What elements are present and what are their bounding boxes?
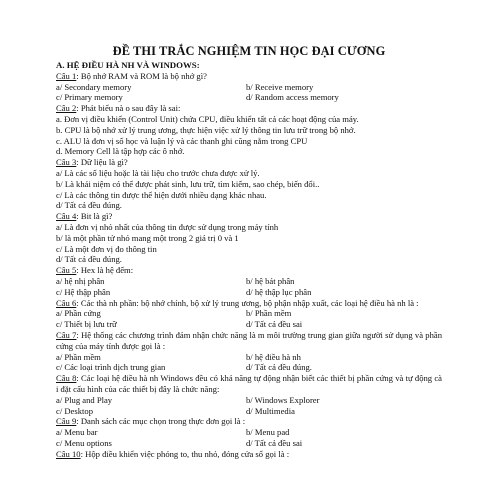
option-a: a/ Plug and Play	[56, 394, 113, 405]
option-a: a/ Phần mềm	[56, 351, 101, 362]
option-c: c/ Là một đơn vị đo thông tin	[56, 243, 157, 254]
option-b: b/ Menu pad	[246, 427, 290, 438]
option-b: b. CPU là bộ nhớ xử lý trung ương, thực hiện việc xử lý thông tin lưu trữ trong bộ nhớ.	[56, 124, 356, 135]
question-text: : Bit là gì?	[76, 211, 113, 222]
option-b: b/ Là khái niệm có thể được phát sinh, lưu trữ, tìm kiếm, sao chép, biến đổi..	[56, 178, 320, 189]
question-text: : Hệ thống các chương trình đảm nhận chức năng là m môi trường trung gian giữa người sử dụng và phần cứng của máy tính được gọi là :	[56, 329, 442, 351]
option-c: c/ Menu options	[56, 437, 112, 448]
option-a: a/ Phần cứng	[56, 308, 101, 319]
option-c: c/ Là các thông tin được thể hiện dưới nhiều dạng khác nhau.	[56, 189, 267, 200]
option-d: d/ Multimedia	[246, 405, 295, 416]
option-c: c/ Thiết bị lưu trữ	[56, 319, 117, 330]
question-text: : Các loại hệ điều hà nh Windows đều có khả năng tự động nhận biết các thiết bị phần cứng và tự động cà i đặt cấu hình của các thiết bị đây là chức năng:	[56, 373, 442, 394]
question-10	[56, 449, 442, 460]
question-label: Câu 8	[56, 373, 77, 384]
option-d: d/ hệ thập lục phân	[246, 286, 312, 297]
document-page	[56, 44, 442, 459]
option-d: d/ Tất cả đều đúng.	[246, 362, 312, 373]
option-c: c/ Các loại trình dịch trung gian	[56, 362, 166, 373]
question-label: Câu 6	[56, 297, 77, 308]
question-label: Câu 10	[56, 448, 81, 459]
question-8	[56, 373, 442, 416]
option-a: a/ Là đơn vị nhỏ nhất của thông tin được sử dụng trong máy tính	[56, 221, 279, 232]
question-label: Câu 5	[56, 265, 77, 276]
question-label: Câu 4	[56, 211, 77, 222]
question-2	[56, 103, 442, 157]
option-c: c/ Desktop	[56, 405, 93, 416]
question-text: : Dữ liệu là gì?	[76, 157, 128, 168]
question-7	[56, 330, 442, 373]
question-text: : Phát biểu nà o sau đây là sai:	[76, 103, 181, 114]
question-5	[56, 265, 442, 297]
question-text: : Hex là hệ đếm:	[76, 265, 134, 276]
option-a: a/ Là các số liệu hoặc là tài liệu cho trước chưa được xử lý.	[56, 167, 260, 178]
option-b: b/ Windows Explorer	[246, 394, 320, 405]
question-text: : Danh sách các mục chọn trong thực đơn gọi là :	[76, 416, 246, 427]
section-heading: A. HỆ ĐIỀU HÀ NH VÀ WINDOWS:	[56, 60, 200, 70]
option-d: d/ Tất cả đều sai	[246, 319, 303, 330]
question-label: Câu 7	[56, 329, 77, 340]
option-c: c/ Hệ thập phân	[56, 286, 111, 297]
option-a: a. Đơn vị điều khiển (Control Unit) chứa CPU, điều khiển tất cả các hoạt động của máy.	[56, 113, 359, 124]
option-d: d. Memory Cell là tập hợp các ô nhớ.	[56, 146, 185, 157]
option-d: d/ Tất cả đều đúng.	[56, 254, 122, 265]
question-text: : Các thà nh phần: bộ nhớ chính, bộ xử lý trung ương, bộ phận nhập xuất, các loại hệ điều hà nh là :	[76, 297, 419, 308]
option-d: d/ Tất cả đều đúng.	[56, 200, 122, 211]
question-3	[56, 157, 442, 211]
option-d: d/ Random access memory	[246, 92, 339, 103]
question-label: Câu 1	[56, 70, 77, 81]
option-b: b/ hệ bát phân	[246, 275, 295, 286]
document-title: ĐỀ THI TRẮC NGHIỆM TIN HỌC ĐẠI CƯƠNG	[112, 44, 386, 58]
option-b: b/ hệ điều hà nh	[246, 351, 301, 362]
question-9	[56, 416, 442, 448]
option-a: a/ Menu bar	[56, 427, 98, 438]
question-text: : Bộ nhớ RAM và ROM là bộ nhớ gì?	[76, 70, 207, 81]
question-4	[56, 211, 442, 265]
option-a: a/ hệ nhị phân	[56, 275, 105, 286]
option-b: b/ là một phần tử nhỏ mang một trong 2 giá trị 0 và 1	[56, 232, 239, 243]
option-c: c. ALU là đơn vị số học và luận lý và các thanh ghi cũng nằm trong CPU	[56, 135, 308, 146]
option-c: c/ Primary memory	[56, 92, 123, 103]
option-a: a/ Secondary memory	[56, 81, 132, 92]
question-label: Câu 9	[56, 416, 77, 427]
question-label: Câu 2	[56, 103, 77, 114]
question-6	[56, 298, 442, 330]
question-text: : Hộp điều khiển việc phóng to, thu nhỏ, đóng cửa sổ gọi là :	[80, 448, 290, 459]
question-1	[56, 71, 442, 103]
question-label: Câu 3	[56, 157, 77, 168]
option-b: b/ Phần mềm	[246, 308, 292, 319]
option-b: b/ Receive memory	[246, 81, 314, 92]
option-d: d/ Tất cả đều sai	[246, 437, 303, 448]
